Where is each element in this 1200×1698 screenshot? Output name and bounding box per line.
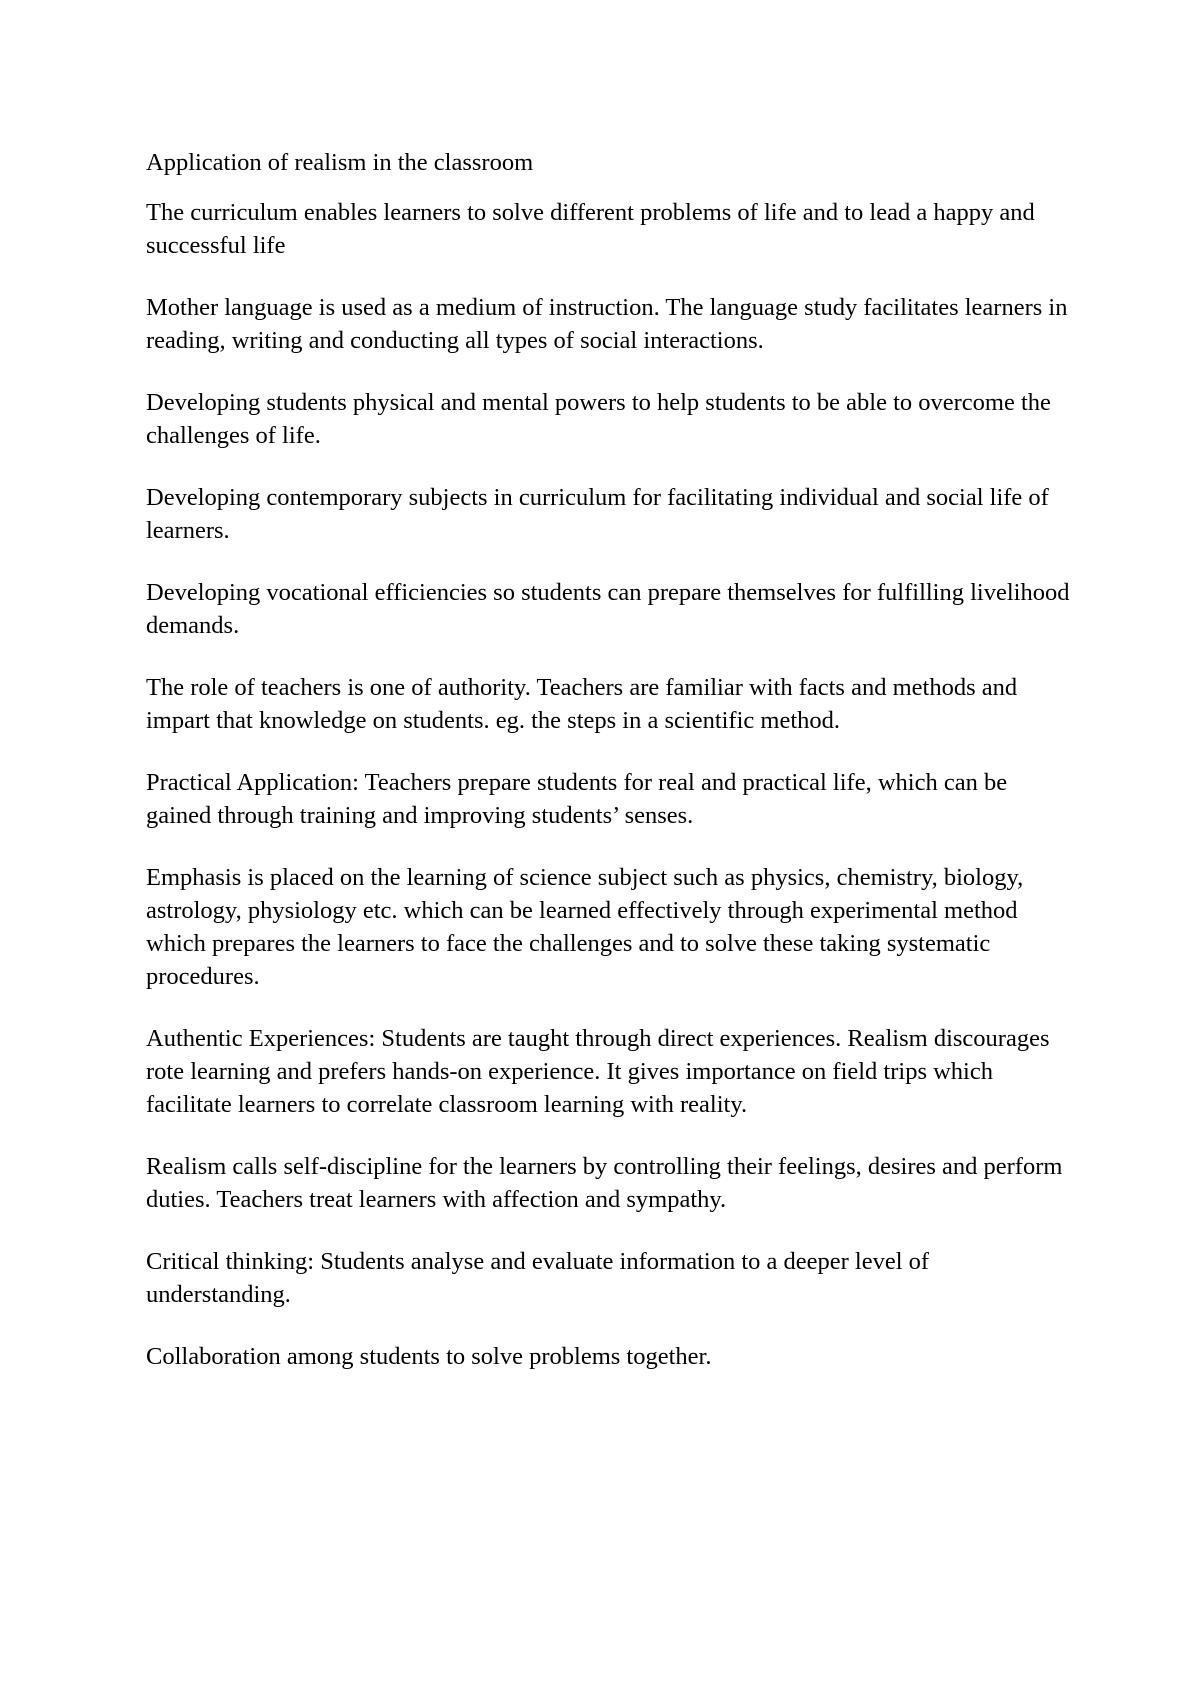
paragraph-mother-language: Mother language is used as a medium of instruction. The language study facilitates learners in reading, writing and conducting all types of social interactions. bbox=[146, 294, 1068, 354]
paragraph-self-discipline: Realism calls self-discipline for the learners by controlling their feelings, desires and perform duties. Teachers treat learners with affection and sympathy. bbox=[146, 1153, 1063, 1213]
paragraph-science-emphasis: Emphasis is placed on the learning of science subject such as physics, chemistry, biology, astrology, physiology etc. which can be learned effectively through experimental method which prepares the learners to face the challenges and to solve these taking systematic procedures. bbox=[146, 864, 1024, 990]
paragraph-role-of-teachers: The role of teachers is one of authority. Teachers are familiar with facts and methods and impart that knowledge on students. eg. the steps in a scientific method. bbox=[146, 674, 1018, 734]
paragraph-contemporary-subjects: Developing contemporary subjects in curriculum for facilitating individual and social life of learners. bbox=[146, 484, 1049, 544]
document-page bbox=[146, 146, 1076, 1402]
paragraph-physical-mental-powers: Developing students physical and mental powers to help students to be able to overcome the challenges of life. bbox=[146, 389, 1051, 449]
document-title: Application of realism in the classroom bbox=[146, 149, 534, 176]
paragraph-vocational-efficiencies: Developing vocational efficiencies so students can prepare themselves for fulfilling livelihood demands. bbox=[146, 579, 1070, 639]
paragraph-practical-application: Practical Application: Teachers prepare students for real and practical life, which can be gained through training and improving students’ senses. bbox=[146, 769, 1008, 829]
paragraph-curriculum: The curriculum enables learners to solve different problems of life and to lead a happy and successful life bbox=[146, 199, 1035, 259]
paragraph-collaboration: Collaboration among students to solve problems together. bbox=[146, 1343, 712, 1370]
paragraph-authentic-experiences: Authentic Experiences: Students are taught through direct experiences. Realism discourages rote learning and prefers hands-on experience. It gives importance on field trips which facilitate learners to correlate classroom learning with reality. bbox=[146, 1025, 1050, 1118]
paragraph-critical-thinking: Critical thinking: Students analyse and evaluate information to a deeper level of understanding. bbox=[146, 1248, 930, 1308]
